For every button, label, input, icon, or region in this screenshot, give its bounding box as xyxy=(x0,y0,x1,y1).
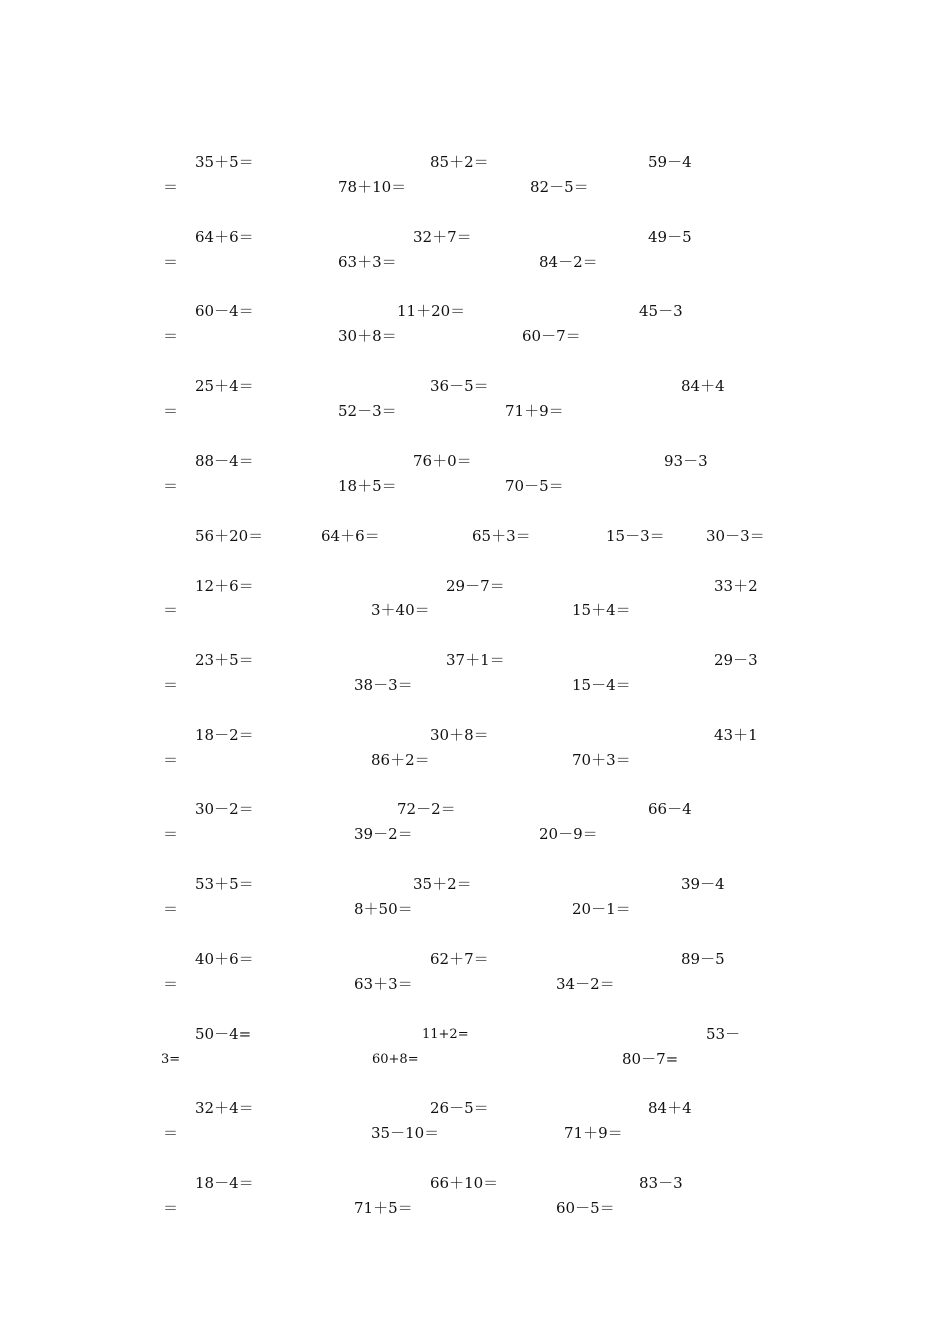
problem: 49－5 xyxy=(648,228,692,246)
problem: 30＋8＝ xyxy=(338,327,397,345)
problem: 63＋3＝ xyxy=(338,253,397,271)
problem: 76＋0＝ xyxy=(413,452,472,470)
problem: 15－3＝ xyxy=(606,527,665,545)
problem: 53＋5＝ xyxy=(195,875,254,893)
problem: 72－2＝ xyxy=(397,800,456,818)
problem: 35＋2＝ xyxy=(413,875,472,893)
problem: 60－4＝ xyxy=(195,302,254,320)
problem: 86＋2＝ xyxy=(371,751,430,769)
problem: ＝ xyxy=(163,327,179,345)
problem: 64＋6＝ xyxy=(321,527,380,545)
problem: 15－4＝ xyxy=(572,676,631,694)
problem: 18－4＝ xyxy=(195,1174,254,1192)
problem: 62＋7＝ xyxy=(430,950,489,968)
problem: 29－3 xyxy=(714,651,758,669)
problem: 35－10＝ xyxy=(371,1124,440,1142)
problem: 66＋10＝ xyxy=(430,1174,499,1192)
problem: ＝ xyxy=(163,402,179,420)
problem: 30－3＝ xyxy=(706,527,765,545)
problem: 70＋3＝ xyxy=(572,751,631,769)
problem: 88－4＝ xyxy=(195,452,254,470)
problem: 3＋40＝ xyxy=(371,601,430,619)
problem: 56＋20＝ xyxy=(195,527,264,545)
problem: 84＋4 xyxy=(648,1099,692,1117)
problem: 8＋50＝ xyxy=(354,900,413,918)
problem: 32＋7＝ xyxy=(413,228,472,246)
problem: ＝ xyxy=(163,253,179,271)
problem: 60+8= xyxy=(372,1052,419,1067)
problem: 39－2＝ xyxy=(354,825,413,843)
problem: 93－3 xyxy=(664,452,708,470)
problem: ＝ xyxy=(163,676,179,694)
problem: 35＋5＝ xyxy=(195,153,254,171)
problem: ＝ xyxy=(163,900,179,918)
problem: 18＋5＝ xyxy=(338,477,397,495)
problem: 53－ xyxy=(706,1025,741,1043)
problem: ＝ xyxy=(163,178,179,196)
problem: 60－7＝ xyxy=(522,327,581,345)
problem: 32＋4＝ xyxy=(195,1099,254,1117)
problem: 84＋4 xyxy=(681,377,725,395)
problem: 39－4 xyxy=(681,875,725,893)
problem: 63＋3＝ xyxy=(354,975,413,993)
problem: 12＋6＝ xyxy=(195,577,254,595)
problem: 34－2＝ xyxy=(556,975,615,993)
problem: 71＋9＝ xyxy=(505,402,564,420)
problem: 40＋6＝ xyxy=(195,950,254,968)
problem: 65＋3＝ xyxy=(472,527,531,545)
problem: ＝ xyxy=(163,477,179,495)
problem: 15＋4＝ xyxy=(572,601,631,619)
problem: 33＋2 xyxy=(714,577,758,595)
problem: 18－2＝ xyxy=(195,726,254,744)
problem: 45－3 xyxy=(639,302,683,320)
problem: 70－5＝ xyxy=(505,477,564,495)
problem: ＝ xyxy=(163,601,179,619)
problem: 83－3 xyxy=(639,1174,683,1192)
problem: 84－2＝ xyxy=(539,253,598,271)
problem: 23＋5＝ xyxy=(195,651,254,669)
problem: 60－5＝ xyxy=(556,1199,615,1217)
problem: 30＋8＝ xyxy=(430,726,489,744)
problem: 11＋20＝ xyxy=(397,302,466,320)
problem: 50－4= xyxy=(195,1025,252,1043)
problem: 43＋1 xyxy=(714,726,758,744)
problem: 82－5＝ xyxy=(530,178,589,196)
problem: 71＋5＝ xyxy=(354,1199,413,1217)
problem: 29－7＝ xyxy=(446,577,505,595)
problem: 89－5 xyxy=(681,950,725,968)
problem: 59－4 xyxy=(648,153,692,171)
problem: 3= xyxy=(161,1052,181,1067)
problem: 36－5＝ xyxy=(430,377,489,395)
problem: 80－7= xyxy=(622,1050,679,1068)
problem: 37＋1＝ xyxy=(446,651,505,669)
problem: ＝ xyxy=(163,975,179,993)
problem: 66－4 xyxy=(648,800,692,818)
problem: 30－2＝ xyxy=(195,800,254,818)
problem: ＝ xyxy=(163,1124,179,1142)
problem: 25＋4＝ xyxy=(195,377,254,395)
problem: 64＋6＝ xyxy=(195,228,254,246)
problem: 20－9＝ xyxy=(539,825,598,843)
problem: 11+2= xyxy=(422,1027,469,1042)
problem: ＝ xyxy=(163,825,179,843)
problem: ＝ xyxy=(163,1199,179,1217)
problem: 20－1＝ xyxy=(572,900,631,918)
problem: 26－5＝ xyxy=(430,1099,489,1117)
problem: 71＋9＝ xyxy=(564,1124,623,1142)
problem: 78＋10＝ xyxy=(338,178,407,196)
problem: 52－3＝ xyxy=(338,402,397,420)
problem: 85＋2＝ xyxy=(430,153,489,171)
problem: 38－3＝ xyxy=(354,676,413,694)
problem: ＝ xyxy=(163,751,179,769)
